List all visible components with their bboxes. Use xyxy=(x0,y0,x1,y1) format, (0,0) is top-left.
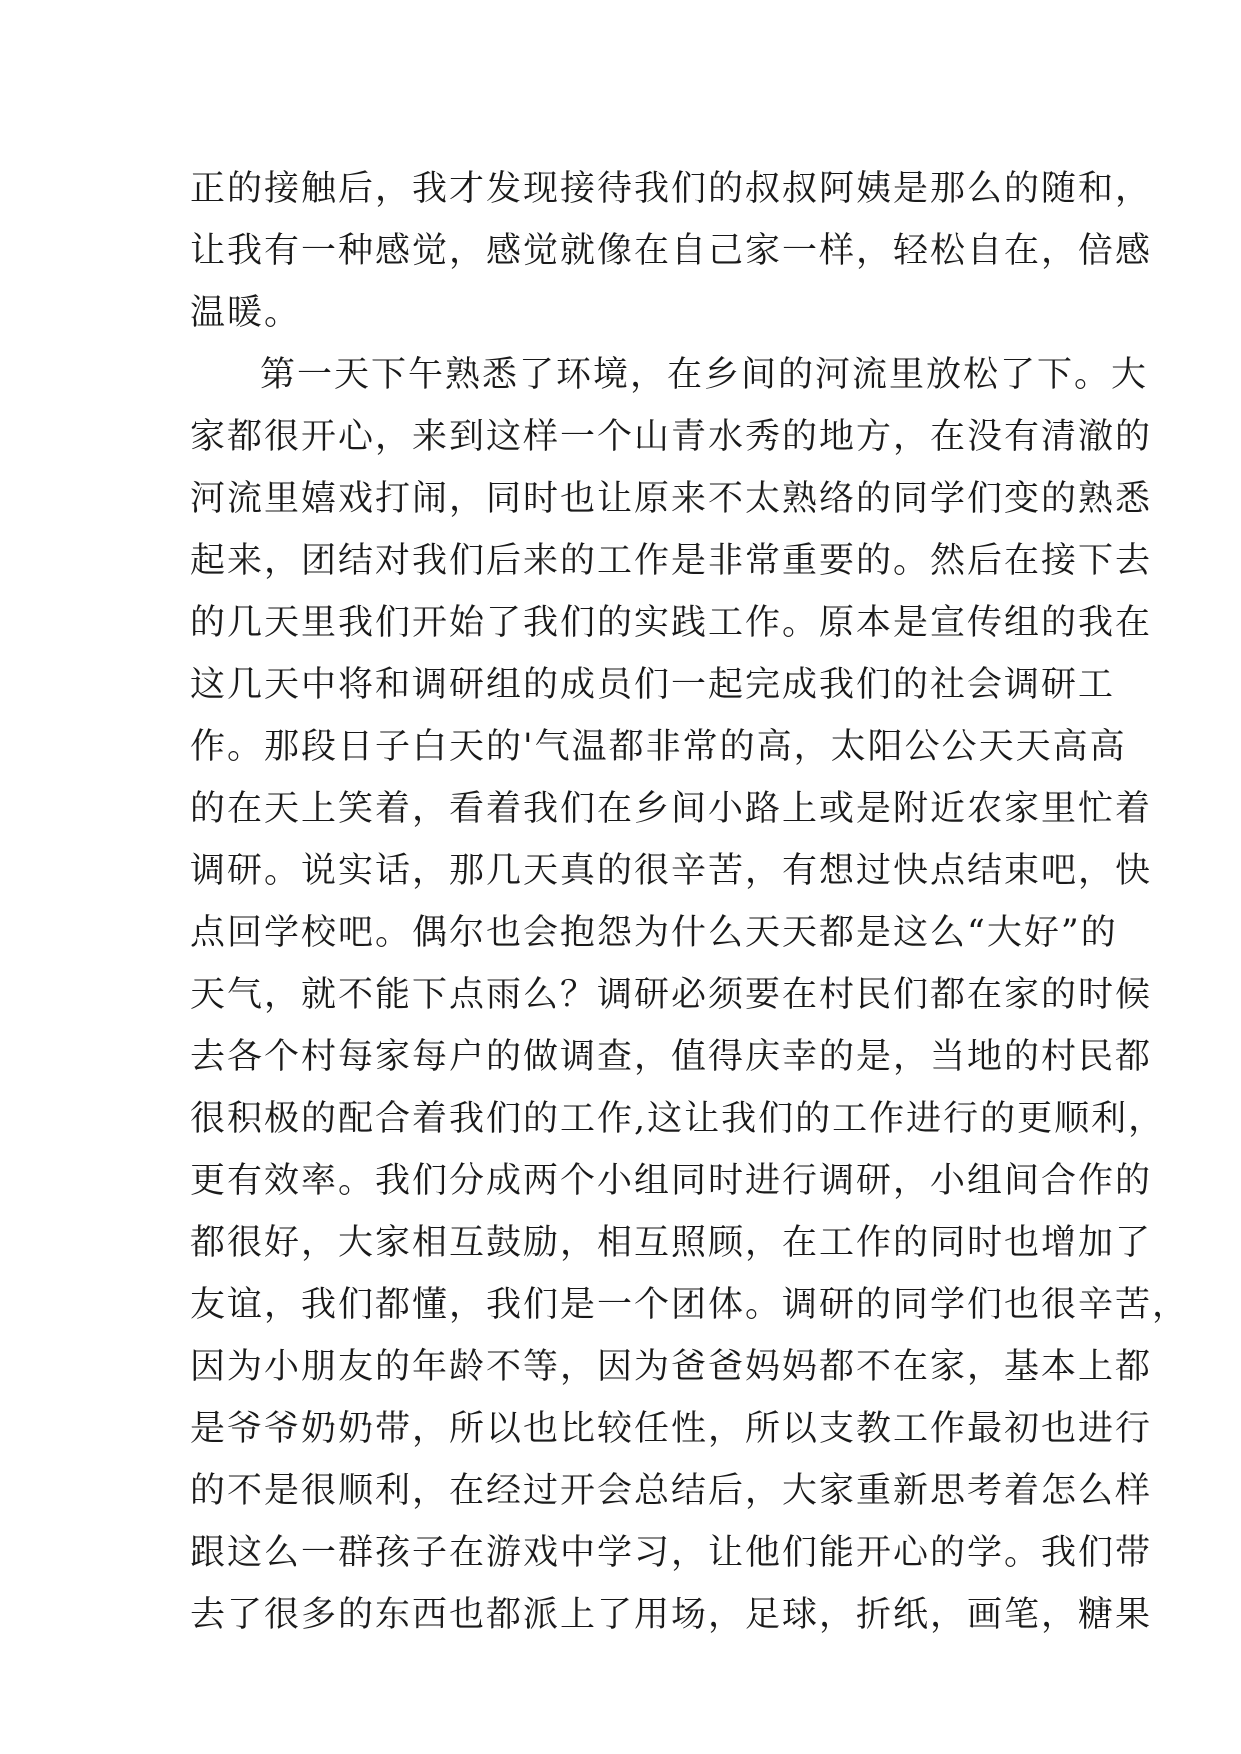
text-line: 起来，团结对我们后来的工作是非常重要的。然后在接下去 xyxy=(190,541,1153,581)
text-line: 跟这么一群孩子在游戏中学习，让他们能开心的学。我们带 xyxy=(190,1533,1153,1573)
text-line: 河流里嬉戏打闹，同时也让原来不太熟络的同学们变的熟悉 xyxy=(190,479,1153,519)
text-line: 的不是很顺利，在经过开会总结后，大家重新思考着怎么样 xyxy=(190,1471,1153,1511)
text-line: 家都很开心，来到这样一个山青水秀的地方，在没有清澈的 xyxy=(190,417,1153,457)
text-line: 是爷爷奶奶带，所以也比较任性，所以支教工作最初也进行 xyxy=(190,1409,1153,1449)
body-text xyxy=(190,158,1190,1646)
text-line: 第一天下午熟悉了环境，在乡间的河流里放松了下。大 xyxy=(260,355,1149,395)
text-line: 的在天上笑着，看着我们在乡间小路上或是附近农家里忙着 xyxy=(190,789,1153,829)
text-line: 正的接触后，我才发现接待我们的叔叔阿姨是那么的随和， xyxy=(190,169,1153,209)
text-line: 去各个村每家每户的做调查，值得庆幸的是，当地的村民都 xyxy=(190,1037,1153,1077)
paragraph-2 xyxy=(190,344,1190,1646)
text-line: 点回学校吧。偶尔也会抱怨为什么天天都是这么“大好”的 xyxy=(190,913,1118,953)
text-line: 友谊，我们都懂，我们是一个团体。调研的同学们也很辛苦， xyxy=(190,1285,1190,1325)
text-line: 更有效率。我们分成两个小组同时进行调研，小组间合作的 xyxy=(190,1161,1153,1201)
text-line: 都很好，大家相互鼓励，相互照顾，在工作的同时也增加了 xyxy=(190,1223,1153,1263)
text-line: 温暖。 xyxy=(190,293,302,333)
text-line: 去了很多的东西也都派上了用场，足球，折纸，画笔，糖果 xyxy=(190,1595,1153,1635)
text-line: 天气，就不能下点雨么？调研必须要在村民们都在家的时候 xyxy=(190,975,1153,1015)
text-line: 很积极的配合着我们的工作,这让我们的工作进行的更顺利， xyxy=(190,1099,1166,1139)
text-line: 让我有一种感觉，感觉就像在自己家一样，轻松自在，倍感 xyxy=(190,231,1153,271)
text-line: 作。那段日子白天的'气温都非常的高，太阳公公天天高高 xyxy=(190,727,1127,767)
text-line: 调研。说实话，那几天真的很辛苦，有想过快点结束吧，快 xyxy=(190,851,1153,891)
paragraph-1 xyxy=(190,158,1153,344)
text-line: 的几天里我们开始了我们的实践工作。原本是宣传组的我在 xyxy=(190,603,1153,643)
text-line: 因为小朋友的年龄不等，因为爸爸妈妈都不在家，基本上都 xyxy=(190,1347,1153,1387)
text-line: 这几天中将和调研组的成员们一起完成我们的社会调研工 xyxy=(190,665,1116,705)
